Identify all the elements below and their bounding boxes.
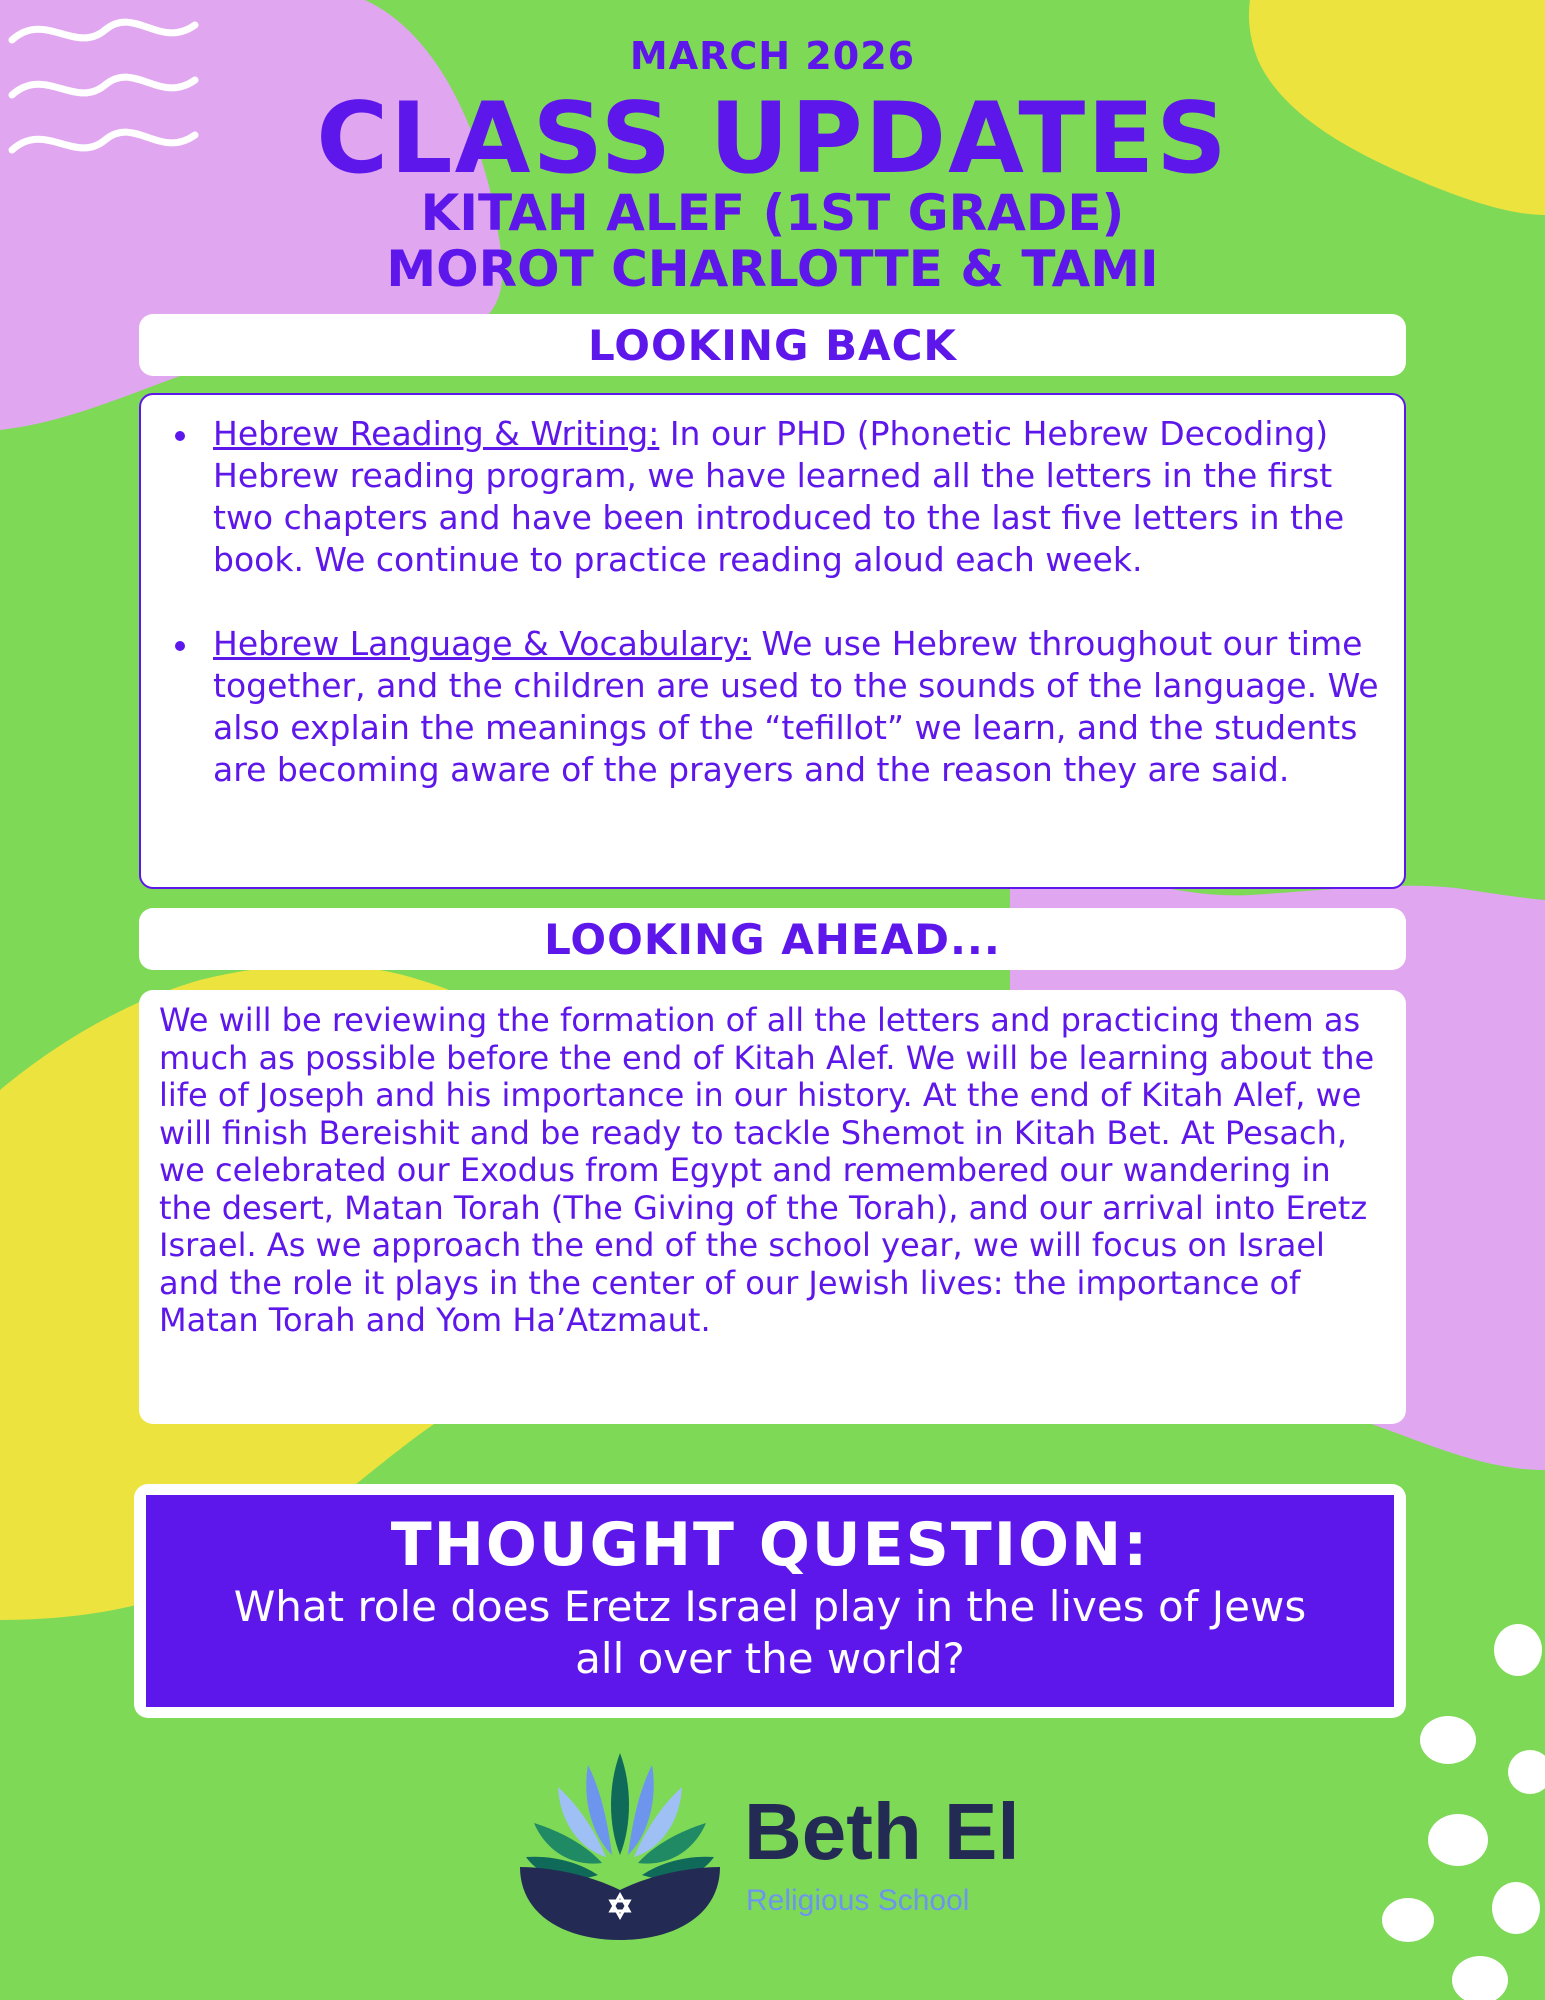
list-item-lead: Hebrew Language & Vocabulary: [213,624,751,663]
looking-ahead-panel [139,990,1406,1424]
thought-question-title: THOUGHT QUESTION: [390,1510,1150,1580]
looking-ahead-heading: LOOKING AHEAD... [139,908,1406,970]
looking-back-list [161,413,1390,791]
white-dots [1382,1624,1545,2000]
teachers-subtitle: MOROT CHARLOTTE & TAMI [386,240,1159,298]
list-item [161,623,1390,791]
looking-back-heading: LOOKING BACK [139,314,1406,376]
list-item-lead: Hebrew Reading & Writing: [213,414,660,453]
looking-ahead-text: We will be reviewing the formation of all the letters and practicing them as much as possible before the end of Kitah Alef. We will be learning about the life of Joseph and his importance in our history. At the end of Kitah Alef, we will finish Bereishit and be ready to tackle Shemot in Kitah Bet. At Pesach, we celebrated our Exodus from Egypt and remembered our wandering in the desert, Matan Torah (The Giving of the Torah), and our arrival into Eretz Israel. As we approach the end of the school year, we will focus on Israel and the role it plays in the center of our Jewish lives: the importance of Matan Torah and Yom Ha’Atzmaut. [159,1001,1375,1339]
list-item [161,413,1390,581]
list-item-text: We use Hebrew throughout our time together, and the children are used to the sounds of the language. We also explain the meanings of the “tefillot” we learn, and the students are becoming aware of the prayers and the reason they are said. [213,624,1379,789]
thought-question-box [146,1495,1394,1707]
logo-subtitle: Religious School [746,1884,970,1917]
thought-question-text: What role does Eretz Israel play in the lives of Jews all over the world? [233,1582,1307,1683]
logo-name: Beth El [744,1787,1020,1876]
page-title: CLASS UPDATES [316,82,1229,196]
date-label: MARCH 2026 [629,34,916,78]
grade-subtitle: KITAH ALEF (1ST GRADE) [420,184,1125,242]
looking-back-panel [139,393,1406,889]
beth-el-logo-icon [520,1745,720,1940]
list-item-text: In our PHD (Phonetic Hebrew Decoding) Hebrew reading program, we have learned all the letters in the first two chapters and have been introduced to the last five letters in the book. We continue to practice reading aloud each week. [213,414,1345,579]
